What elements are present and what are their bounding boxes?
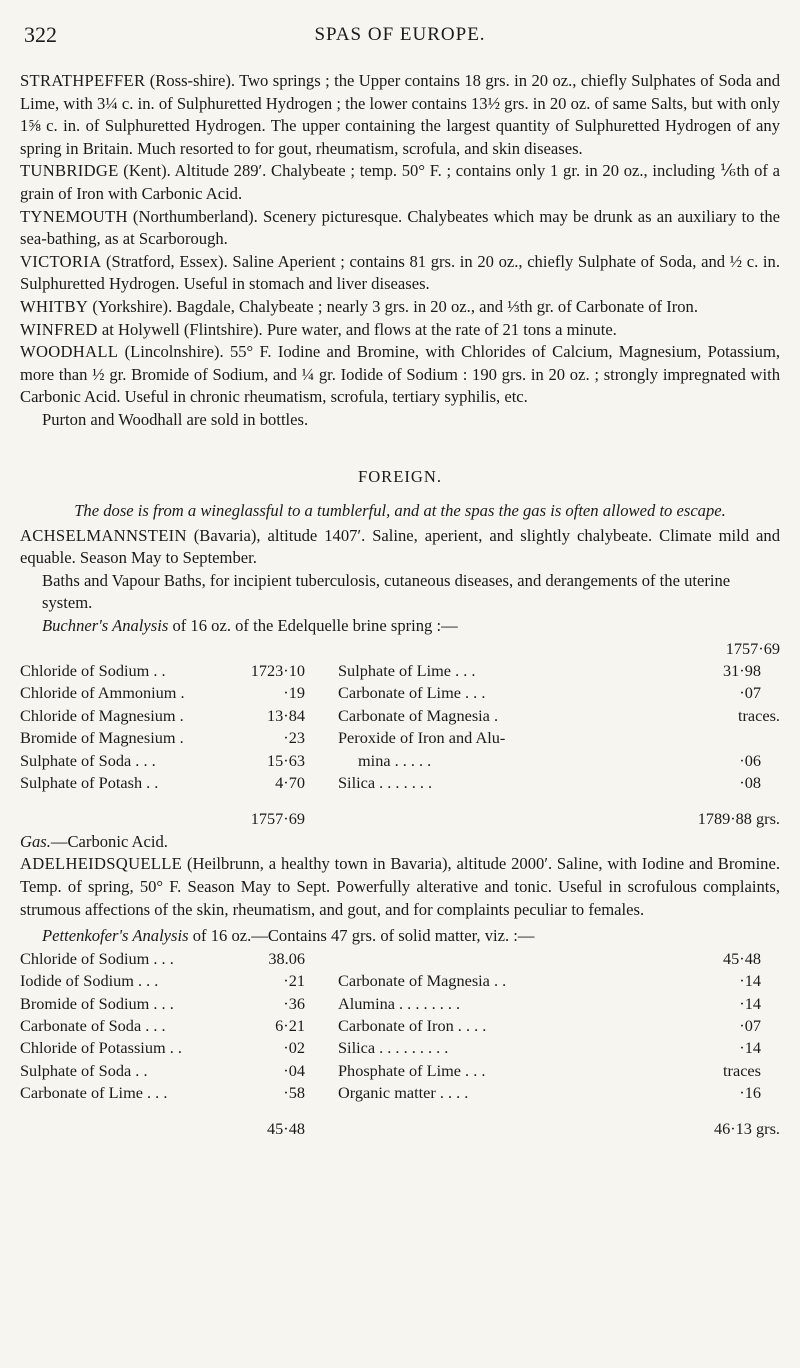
total-right: 1789·88 grs. bbox=[697, 809, 780, 829]
right-value: ·14 bbox=[739, 971, 761, 991]
entry-text: (Kent). Altitude 289′. Chalybeate ; temp. 50° F. ; contains only 1 gr. in 20 oz., including ⅙th of a grain of Iron with Carbonic Acid. bbox=[20, 161, 780, 203]
left-value: ·21 bbox=[283, 971, 305, 991]
analysis-rest: of 16 oz. of the Edelquelle brine spring :— bbox=[168, 616, 458, 636]
bottles-note: Purton and Woodhall are sold in bottles. bbox=[42, 409, 309, 429]
entry-text: (Stratford, Essex). Saline Aperient ; contains 81 grs. in 20 oz., chiefly Sulphate of Soda, and ½ c. in. Sulphuretted Hydrogen. Useful in stomach and liver diseases. bbox=[20, 251, 780, 294]
right-label: Alumina . . . . . . . . bbox=[338, 993, 461, 1013]
right-label: Phosphate of Lime . . . bbox=[338, 1060, 486, 1080]
right-value: ·07 bbox=[739, 683, 761, 703]
analysis-row bbox=[20, 1037, 780, 1059]
entry-heading: WINFRED bbox=[20, 319, 98, 339]
right-value: 31·98 bbox=[723, 661, 761, 681]
page-header bbox=[20, 22, 780, 62]
analysis-rest: of 16 oz.—Contains 47 grs. of solid matter, viz. :— bbox=[188, 926, 535, 946]
dose-intro: The dose is from a wineglassful to a tumblerful, and at the spas the gas is often allowed to escape. bbox=[74, 501, 726, 521]
right-label: Silica . . . . . . . . . bbox=[338, 1038, 449, 1058]
analysis-row bbox=[20, 970, 780, 992]
entry-heading: TYNEMOUTH bbox=[20, 206, 128, 226]
right-label: Peroxide of Iron and Alu- bbox=[338, 728, 506, 748]
analysis-total-row bbox=[20, 1118, 780, 1140]
analysis-row bbox=[20, 1060, 780, 1082]
entry-text: (Bavaria), altitude 1407′. Saline, aperient, and slightly chalybeate. Climate mild and equable. Season May to September. bbox=[20, 525, 780, 568]
right-label: Organic matter . . . . bbox=[338, 1083, 469, 1103]
left-value: 6·21 bbox=[275, 1015, 305, 1035]
entry-heading: TUNBRIDGE bbox=[20, 161, 119, 181]
right-label: Carbonate of Magnesia . bbox=[338, 705, 499, 725]
entry-text: (Heilbrunn, a healthy town in Bavaria), altitude 2000′. Saline, with Iodine and Bromine. Temp. of spring, 50° F. Season May to Sept. Powerfully alterative and tonic. Useful in scrofulous complaints, strumous affections of the skin, rheumatism, and gout, and for complaints peculiar to females. bbox=[20, 854, 780, 919]
left-value: ·19 bbox=[283, 683, 305, 703]
right-label: Carbonate of Lime . . . bbox=[338, 683, 486, 703]
entry-heading: WHITBY bbox=[20, 296, 89, 316]
analysis-row bbox=[20, 993, 780, 1015]
analysis-heading-pettenkofer bbox=[20, 925, 780, 948]
left-value: ·02 bbox=[283, 1038, 305, 1058]
total-left: 1757·69 bbox=[250, 809, 305, 829]
section-title-foreign: FOREIGN. bbox=[357, 466, 443, 486]
entry-heading: VICTORIA bbox=[20, 251, 102, 271]
right-label: Carbonate of Magnesia . . bbox=[338, 971, 507, 991]
analysis-table-buchner bbox=[20, 638, 780, 831]
analysis-row bbox=[20, 660, 780, 682]
analysis-author: Buchner's Analysis bbox=[42, 616, 169, 636]
page-content bbox=[20, 70, 780, 1141]
analysis-row bbox=[20, 1015, 780, 1037]
analysis-table-pettenkofer bbox=[20, 948, 780, 1141]
entry-tunbridge bbox=[20, 160, 780, 205]
analysis-heading-buchner bbox=[20, 615, 780, 638]
entry-text: (Northumberland). Scenery picturesque. Chalybeates which may be drunk as an auxiliary to the sea-bathing, as at Scarborough. bbox=[20, 206, 780, 249]
entry-strathpeffer bbox=[20, 70, 780, 160]
entry-text: at Holywell (Flintshire). Pure water, and flows at the rate of 21 tons a minute. bbox=[97, 319, 617, 339]
analysis-carry-row bbox=[20, 638, 780, 660]
left-label: Chloride of Sodium . . . bbox=[20, 948, 174, 968]
running-title: SPAS OF EUROPE. bbox=[314, 24, 486, 45]
entry-text: (Lincolnshire). 55° F. Iodine and Bromine, with Chlorides of Calcium, Magnesium, Potassium, more than ½ gr. Bromide of Sodium, and ¼ gr. Iodide of Sodium : 190 grs. in 20 oz. ; strongly impregnated with Carbonic Acid. Useful in chronic rheumatism, scrofula, tertiary syphilis, etc. bbox=[20, 342, 780, 407]
entry-heading: WOODHALL bbox=[20, 342, 119, 362]
left-label: Chloride of Ammonium . bbox=[20, 683, 185, 703]
left-label: Iodide of Sodium . . . bbox=[20, 971, 159, 991]
left-value: ·36 bbox=[283, 993, 305, 1013]
left-value: 38.06 bbox=[268, 948, 305, 968]
right-value: traces bbox=[723, 1060, 761, 1080]
left-value: 4·70 bbox=[275, 773, 305, 792]
entry-text: (Yorkshire). Bagdale, Chalybeate ; nearly 3 grs. in 20 oz., and ⅓th gr. of Carbonate of Iron. bbox=[88, 296, 698, 316]
left-label: Sulphate of Potash . . bbox=[20, 773, 159, 792]
right-value: ·06 bbox=[739, 750, 761, 770]
carry-value: 1757·69 bbox=[725, 638, 780, 658]
total-right: 46·13 grs. bbox=[713, 1119, 780, 1139]
analysis-row bbox=[20, 750, 780, 772]
left-label: Bromide of Magnesium . bbox=[20, 728, 184, 748]
right-label: Carbonate of Iron . . . . bbox=[338, 1015, 487, 1035]
right-value: traces. bbox=[737, 705, 780, 725]
left-label: Chloride of Magnesium . bbox=[20, 705, 184, 725]
carry-value: 45·48 bbox=[723, 948, 761, 968]
analysis-row bbox=[20, 948, 780, 970]
entry-heading: ADELHEIDSQUELLE bbox=[20, 854, 183, 874]
right-value: ·08 bbox=[739, 773, 761, 792]
entry-whitby bbox=[20, 296, 780, 319]
entry-heading: STRATHPEFFER bbox=[20, 71, 146, 90]
entry-tynemouth bbox=[20, 206, 780, 251]
left-value: ·23 bbox=[283, 728, 305, 748]
entry-adelheidsquelle bbox=[20, 853, 780, 921]
analysis-row bbox=[20, 705, 780, 727]
gas-text: —Carbonic Acid. bbox=[50, 831, 168, 851]
left-value: ·58 bbox=[283, 1083, 305, 1103]
total-left: 45·48 bbox=[267, 1119, 305, 1139]
left-value: 1723·10 bbox=[250, 661, 305, 681]
left-value: 13·84 bbox=[267, 705, 305, 725]
right-value: ·16 bbox=[739, 1083, 761, 1103]
right-value: ·14 bbox=[739, 1038, 761, 1058]
left-value: 15·63 bbox=[267, 750, 305, 770]
gas-note bbox=[20, 831, 780, 854]
entry-woodhall bbox=[20, 341, 780, 409]
baths-note: Baths and Vapour Baths, for incipient tuberculosis, cutaneous diseases, and derangements of the uterine system. bbox=[42, 570, 731, 613]
entry-heading: ACHSELMANNSTEIN bbox=[20, 525, 187, 545]
left-label: Chloride of Potassium . . bbox=[20, 1038, 182, 1058]
entry-achselmannstein bbox=[20, 525, 780, 570]
right-label: mina . . . . . bbox=[358, 750, 432, 770]
analysis-row bbox=[20, 1082, 780, 1104]
right-label: Sulphate of Lime . . . bbox=[338, 661, 476, 681]
left-label: Carbonate of Lime . . . bbox=[20, 1083, 168, 1103]
gas-label: Gas. bbox=[20, 831, 51, 851]
entry-text: (Ross-shire). Two springs ; the Upper contains 18 grs. in 20 oz., chiefly Sulphates of Soda and Lime, with 3¼ c. in. of Sulphuretted Hydrogen ; the lower contains 13½ grs. in 20 oz. of same Salts, but with only 1⅝ c. in. of Sulphuretted Hydrogen. The upper containing the largest quantity of Sulphuretted Hydrogen of any spring in Britain. Much resorted to for gout, rheumatism, scrofula, and skin diseases. bbox=[20, 71, 780, 158]
analysis-row bbox=[20, 727, 780, 749]
entry-winfred bbox=[20, 319, 780, 342]
entry-victoria bbox=[20, 251, 780, 296]
analysis-row bbox=[20, 772, 780, 794]
analysis-row bbox=[20, 682, 780, 704]
page-number: 322 bbox=[24, 22, 57, 47]
left-label: Sulphate of Soda . . . bbox=[20, 750, 156, 770]
left-label: Bromide of Sodium . . . bbox=[20, 993, 174, 1013]
right-value: ·14 bbox=[739, 993, 761, 1013]
analysis-author: Pettenkofer's Analysis bbox=[42, 926, 189, 946]
right-value: ·07 bbox=[739, 1015, 761, 1035]
analysis-total-row bbox=[20, 808, 780, 830]
left-label: Chloride of Sodium . . bbox=[20, 661, 166, 681]
left-label: Carbonate of Soda . . . bbox=[20, 1015, 166, 1035]
left-value: ·04 bbox=[283, 1060, 305, 1080]
left-label: Sulphate of Soda . . bbox=[20, 1060, 148, 1080]
right-label: Silica . . . . . . . bbox=[338, 773, 433, 792]
